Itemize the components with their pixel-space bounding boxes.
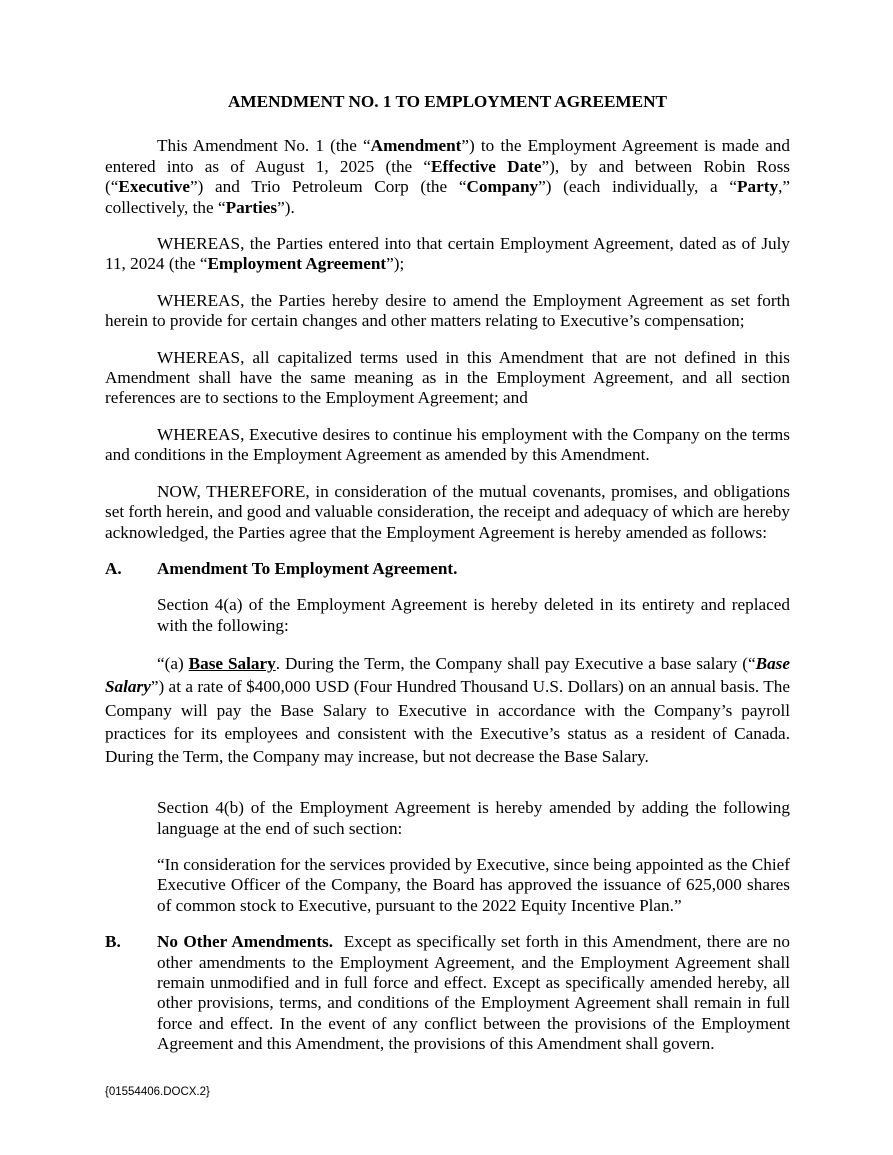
base-salary-paragraph: “(a) Base Salary. During the Term, the Company shall pay Executive a base salary (“Base Salary”) at a rate of $400,000 USD (Four Hundred Thousand U.S. Dollars) on an annual basis. The Company will pay the Base Salary to Executive in accordance with the Company’s payroll practices for its employees and consistent with the Executive’s status as a resident of Canada. During the Term, the Company may increase, but not decrease the Base Salary.	[105, 654, 790, 766]
document-footer: {01554406.DOCX.2}	[105, 1086, 210, 1098]
section-a	[105, 559, 790, 579]
document-title: AMENDMENT NO. 1 TO EMPLOYMENT AGREEMENT	[228, 92, 667, 111]
whereas-paragraph-3: WHEREAS, all capitalized terms used in this Amendment that are not defined in this Amendment shall have the same meaning as in the Employment Agreement, and all section references are to sections to the Employment Agreement; and	[105, 347, 790, 408]
section-b-text: No Other Amendments. Except as specifically set forth in this Amendment, there are no other amendments to the Employment Agreement, and the Employment Agreement shall remain unmodified and in full force and effect. Except as specifically amended hereby, all other provisions, terms, and conditions of the Employment Agreement shall remain in full force and effect. In the event of any conflict between the provisions of the Employment Agreement and this Amendment, the provisions of this Amendment shall govern.	[157, 932, 790, 1054]
whereas-paragraph-2: WHEREAS, the Parties hereby desire to amend the Employment Agreement as set forth herein to provide for certain changes and other matters relating to Executive’s compensation;	[105, 290, 790, 331]
section-b	[105, 932, 790, 1054]
section-4b-quote-paragraph: “In consideration for the services provided by Executive, since being appointed as the Chief Executive Officer of the Company, the Board has approved the issuance of 625,000 shares of common stock to Executive, pursuant to the 2022 Equity Incentive Plan.”	[157, 854, 790, 915]
intro-paragraph: This Amendment No. 1 (the “Amendment”) to the Employment Agreement is made and entered into as of August 1, 2025 (the “Effective Date”), by and between Robin Ross (“Executive”) and Trio Petroleum Corp (the “Company”) (each individually, a “Party,” collectively, the “Parties”).	[105, 136, 791, 217]
section-4a-intro-paragraph: Section 4(a) of the Employment Agreement is hereby deleted in its entirety and replaced with the following:	[157, 595, 790, 635]
section-a-label: A.	[105, 558, 122, 578]
now-therefore-paragraph: NOW, THEREFORE, in consideration of the mutual covenants, promises, and obligations set forth herein, and good and valuable consideration, the receipt and adequacy of which are hereby acknowledged, the Parties agree that the Employment Agreement is hereby amended as follows:	[105, 481, 790, 542]
whereas-paragraph-1: WHEREAS, the Parties entered into that certain Employment Agreement, dated as of July 11, 2024 (the “Employment Agreement”);	[105, 234, 790, 274]
section-a-heading: Amendment To Employment Agreement.	[157, 558, 458, 578]
whereas-paragraph-4: WHEREAS, Executive desires to continue his employment with the Company on the terms and conditions in the Employment Agreement as amended by this Amendment.	[105, 424, 790, 465]
section-b-label: B.	[105, 932, 121, 952]
section-4b-intro-paragraph: Section 4(b) of the Employment Agreement is hereby amended by adding the following language at the end of such section:	[157, 798, 790, 838]
